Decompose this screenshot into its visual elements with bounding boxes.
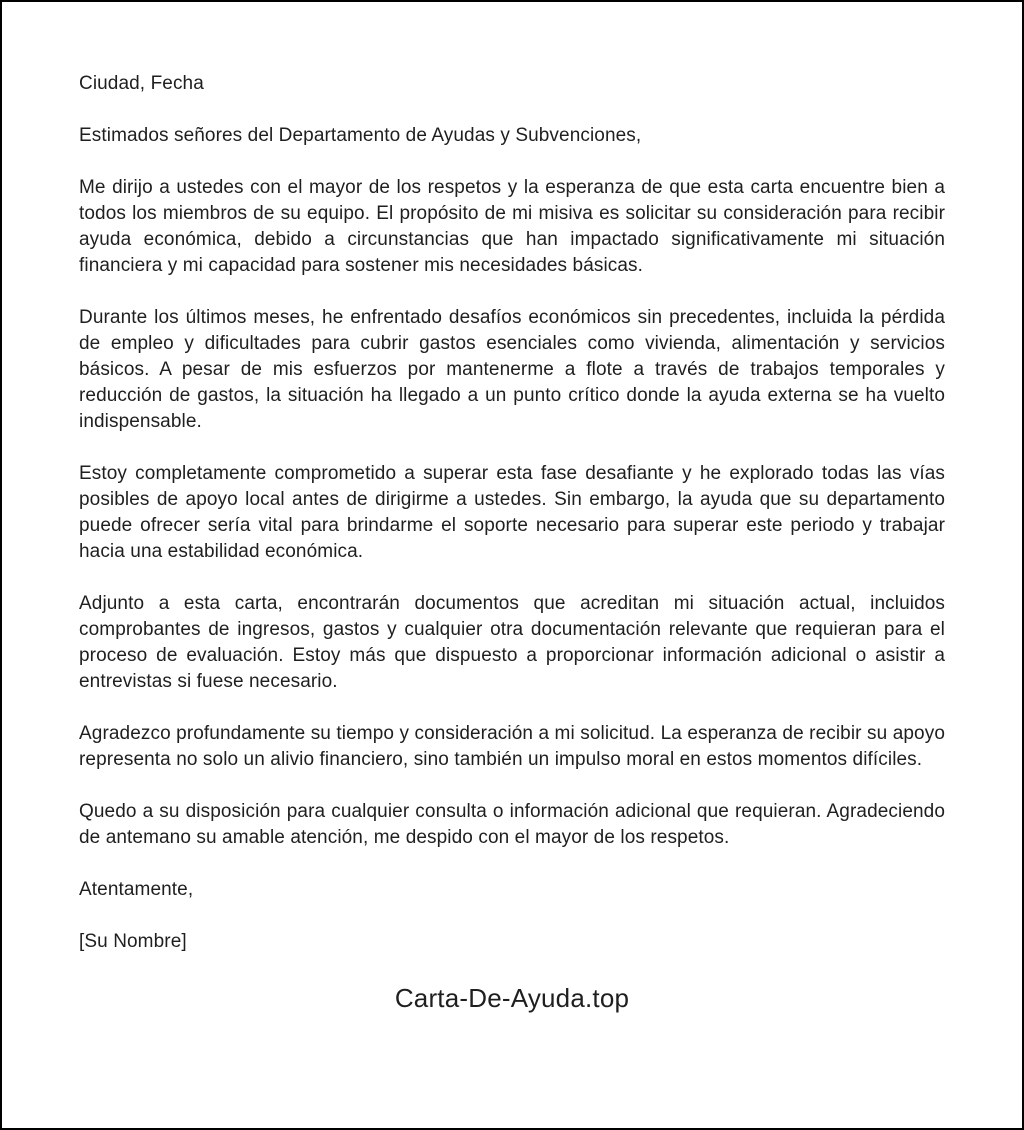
closing: Atentamente, — [79, 879, 194, 900]
body-paragraph-4: Adjunto a esta carta, encontrarán documentos que acreditan mi situación actual, incluidos comprobantes de ingresos, gastos y cualquier otra documentación relevante que requieran para el proceso de evaluación. Estoy más que dispuesto a proporcionar información adicional o asistir a entrevistas si fuese necesario. — [79, 593, 945, 692]
signature-placeholder: [Su Nombre] — [79, 931, 187, 952]
body-paragraph-3: Estoy completamente comprometido a superar esta fase desafiante y he explorado todas las vías posibles de apoyo local antes de dirigirme a ustedes. Sin embargo, la ayuda que su departamento puede ofrecer sería vital para brindarme el soporte necesario para superar este periodo y trabajar hacia una estabilidad económica. — [79, 463, 945, 562]
site-watermark: Carta-De-Ayuda.top — [394, 983, 630, 1013]
salutation: Estimados señores del Departamento de Ayudas y Subvenciones, — [79, 125, 642, 146]
body-paragraph-5: Agradezco profundamente su tiempo y consideración a mi solicitud. La esperanza de recibir su apoyo representa no solo un alivio financiero, sino también un impulso moral en estos momentos difíciles. — [79, 723, 945, 770]
dateline: Ciudad, Fecha — [79, 73, 204, 94]
body-paragraph-2: Durante los últimos meses, he enfrentado desafíos económicos sin precedentes, incluida la pérdida de empleo y dificultades para cubrir gastos esenciales como vivienda, alimentación y servicios básicos. A pesar de mis esfuerzos por mantenerme a flote a través de trabajos temporales y reducción de gastos, la situación ha llegado a un punto crítico donde la ayuda externa se ha vuelto indispensable. — [79, 307, 945, 432]
body-paragraph-6: Quedo a su disposición para cualquier consulta o información adicional que requieran. Agradeciendo de antemano su amable atención, me despido con el mayor de los respetos. — [79, 801, 945, 848]
body-paragraph-1: Me dirijo a ustedes con el mayor de los respetos y la esperanza de que esta carta encuentre bien a todos los miembros de su equipo. El propósito de mi misiva es solicitar su consideración para recibir ayuda económica, debido a circunstancias que han impactado significativamente mi situación financiera y mi capacidad para sostener mis necesidades básicas. — [79, 177, 945, 276]
letter-page — [2, 2, 1022, 1128]
